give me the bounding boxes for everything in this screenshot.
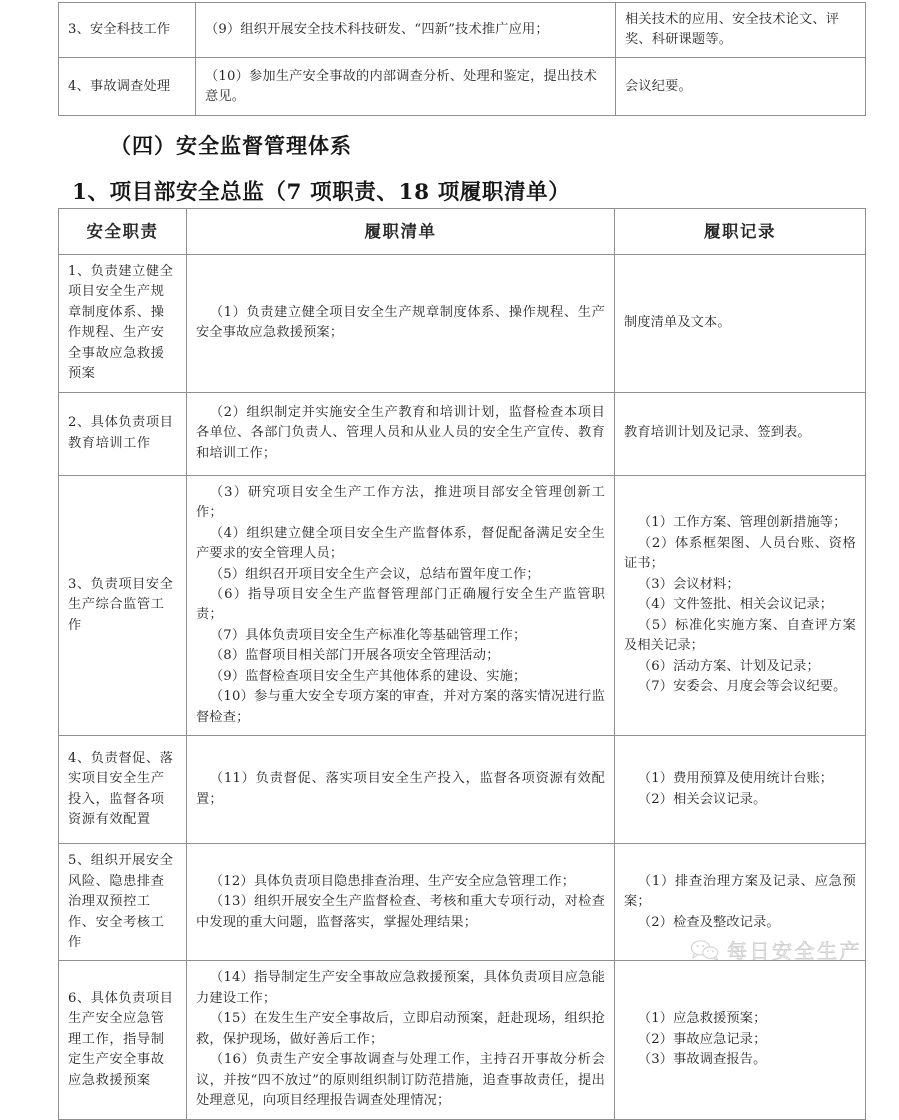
list-cell <box>187 961 615 1119</box>
list-cell <box>187 392 615 475</box>
list-line: （1）负责建立健全项目安全生产规章制度体系、操作规程、生产安全事故应急救援预案； <box>196 304 605 341</box>
table-row <box>59 736 866 844</box>
list-line: （5）组织召开项目安全生产会议，总结布置年度工作； <box>209 566 540 582</box>
record-cell: 相关技术的应用、安全技术论文、评奖、科研课题等。 <box>616 3 866 58</box>
list-line: （13）组织开展安全生产监督检查、考核和重大专项行动，对检查中发现的重大问题，监督落实，掌握处理结果； <box>196 894 605 930</box>
list-cell <box>187 475 615 735</box>
duty-cell: 1、负责建立健全项目安全生产规章制度体系、操作规程、生产安全事故应急救援预案 <box>59 255 187 393</box>
list-line: （4）组织建立健全项目安全生产监督体系，督促配备满足安全生产要求的安全管理人员； <box>196 525 605 562</box>
record-cell <box>615 844 866 961</box>
list-line: （9）监督检查项目安全生产其他体系的建设、实施； <box>209 668 527 684</box>
record-line: （1）工作方案、管理创新措施等； <box>637 515 847 531</box>
list-line: （2）组织制定并实施安全生产教育和培训计划，监督检查本项目各单位、各部门负责人、管理人员和从业人员的安全生产宣传、教育和培训工作； <box>196 405 605 461</box>
duty-cell: 4、事故调查处理 <box>59 58 196 116</box>
list-line: （6）指导项目安全生产监督管理部门正确履行安全生产监管职责； <box>196 586 605 623</box>
list-line: （3）研究项目安全生产工作方法，推进项目部安全管理创新工作； <box>196 484 605 521</box>
table-row <box>59 844 866 961</box>
list-line: （10）参与重大安全专项方案的审查，并对方案的落实情况进行监督检查； <box>196 689 605 725</box>
duty-cell: 5、组织开展安全风险、隐患排查治理双预控工作、安全考核工作 <box>59 844 187 961</box>
record-cell <box>615 392 866 475</box>
record-line: （5）标准化实施方案、自查评方案及相关记录； <box>624 617 856 654</box>
list-cell: （10）参加生产安全事故的内部调查分析、处理和鉴定，提出技术意见。 <box>196 58 616 116</box>
list-line: （7）具体负责项目安全生产标准化等基础管理工作； <box>209 627 527 643</box>
record-line: （1）排查治理方案及记录、应急预案； <box>624 873 856 910</box>
watermark-text: 每日安全生产 <box>727 939 862 963</box>
section-heading: （四）安全监督管理体系 <box>110 134 352 158</box>
duty-cell: 2、具体负责项目教育培训工作 <box>59 392 187 475</box>
table-row <box>59 961 866 1119</box>
list-cell <box>187 255 615 393</box>
page-title: 1、项目部安全总监（7 项职责、18 项履职清单） <box>72 180 571 205</box>
table-row <box>59 475 866 735</box>
record-line: （1）应急救援预案； <box>637 1011 767 1027</box>
record-line: （7）安委会、月度会等会议纪要。 <box>637 679 847 695</box>
safety-director-duty-table <box>58 208 866 1120</box>
list-cell <box>187 736 615 844</box>
record-line: （2）检查及整改记录。 <box>637 914 780 930</box>
record-cell: 会议纪要。 <box>616 58 866 116</box>
table-row <box>59 3 866 58</box>
column-header-duty: 安全职责 <box>59 209 187 255</box>
duty-cell: 4、负责督促、落实项目安全生产投入，监督各项资源有效配置 <box>59 736 187 844</box>
record-line: 教育培训计划及记录、签到表。 <box>624 425 811 441</box>
table-row <box>59 58 866 116</box>
table-row <box>59 392 866 475</box>
continued-duty-table <box>58 2 866 116</box>
column-header-record: 履职记录 <box>615 209 866 255</box>
record-cell <box>615 255 866 393</box>
record-line: （1）费用预算及使用统计台账； <box>637 771 834 787</box>
record-cell <box>615 475 866 735</box>
list-line: （16）负责生产安全事故调查与处理工作，主持召开事故分析会议，并按“四不放过”的原则组织制订防范措施，追查事故责任，提出处理意见，向项目经理报告调查处理情况； <box>196 1052 605 1109</box>
duty-cell: 3、安全科技工作 <box>59 3 196 58</box>
record-line: （2）体系框架图、人员台账、资格证书； <box>624 535 856 572</box>
record-line: （2）相关会议记录。 <box>637 791 767 807</box>
list-line: （11）负责督促、落实项目安全生产投入，监督各项资源有效配置； <box>196 771 605 807</box>
record-cell <box>615 961 866 1119</box>
list-line: （14）指导制定生产安全事故应急救援预案，具体负责项目应急能力建设工作； <box>196 970 605 1006</box>
list-line: （15）在发生生产安全事故后，立即启动预案，赶赴现场，组织抢救，保护现场，做好善后工作； <box>196 1011 605 1047</box>
record-line: （3）会议材料； <box>637 576 740 592</box>
record-line: （3）事故调查报告。 <box>637 1052 767 1068</box>
record-cell <box>615 736 866 844</box>
list-line: （8）监督项目相关部门开展各项安全管理活动； <box>209 648 500 664</box>
list-cell <box>187 844 615 961</box>
record-line: （4）文件签批、相关会议记录； <box>637 597 834 613</box>
list-line: （12）具体负责项目隐患排查治理、生产安全应急管理工作； <box>209 873 576 889</box>
duty-cell: 3、负责项目安全生产综合监管工作 <box>59 475 187 735</box>
list-cell: （9）组织开展安全技术科技研发、“四新”技术推广应用； <box>196 3 616 58</box>
duty-cell: 6、具体负责项目生产安全应急管理工作，指导制定生产安全事故应急救援预案 <box>59 961 187 1119</box>
column-header-list: 履职清单 <box>187 209 615 255</box>
record-line: （2）事故应急记录； <box>637 1031 767 1047</box>
table-row <box>59 255 866 393</box>
record-line: （6）活动方案、计划及记录； <box>637 658 820 674</box>
record-line: 制度清单及文本。 <box>624 315 731 331</box>
table-header-row <box>59 209 866 255</box>
